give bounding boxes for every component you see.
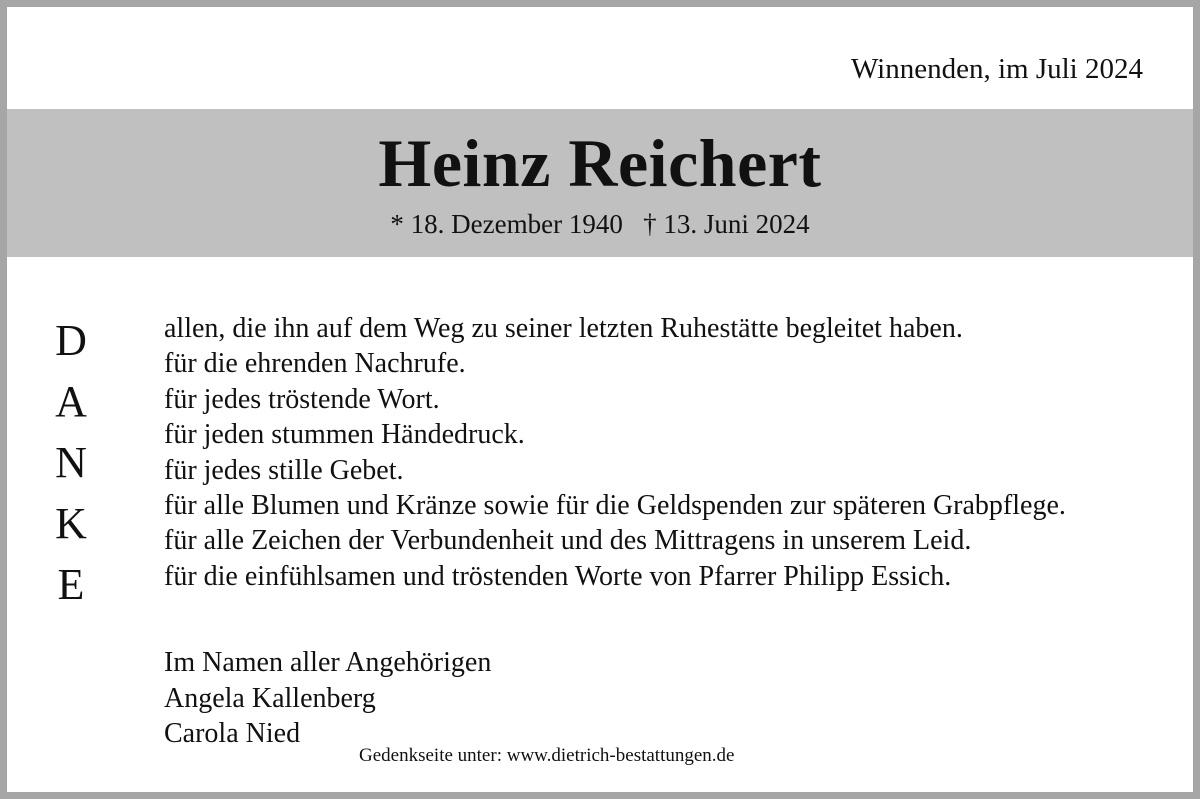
life-dates: * 18. Dezember 1940 † 13. Juni 2024 <box>390 209 810 239</box>
danke-letter: A <box>55 377 87 426</box>
thanks-line: für jeden stummen Händedruck. <box>164 419 525 451</box>
danke-letter: N <box>55 438 87 487</box>
danke-vertical-word <box>47 310 95 615</box>
thanks-line: für die einfühlsamen und tröstenden Worte von Pfarrer Philipp Essich. <box>164 560 952 592</box>
deceased-name: Heinz Reichert <box>378 125 822 201</box>
signature-block <box>164 645 491 752</box>
thanks-list <box>164 311 1066 594</box>
danke-letter: E <box>57 560 85 609</box>
danke-letter: K <box>55 499 87 548</box>
danke-letter: D <box>55 316 87 365</box>
signer-name: Angela Kallenberg <box>164 682 376 714</box>
name-band <box>7 109 1193 257</box>
memorial-page-note: Gedenkseite unter: www.dietrich-bestattungen.de <box>359 745 735 766</box>
thanks-line: allen, die ihn auf dem Weg zu seiner letzten Ruhestätte begleitet haben. <box>164 313 963 344</box>
thanks-line: für alle Zeichen der Verbundenheit und des Mittragens in unserem Leid. <box>164 525 972 557</box>
thanks-line: für jedes tröstende Wort. <box>164 383 440 415</box>
thanks-line: für alle Blumen und Kränze sowie für die Geldspenden zur späteren Grabpflege. <box>164 490 1066 522</box>
place-date: Winnenden, im Juli 2024 <box>850 53 1143 85</box>
thanks-line: für jedes stille Gebet. <box>164 454 404 486</box>
signer-name: Carola Nied <box>164 718 301 749</box>
signature-intro: Im Namen aller Angehörigen <box>164 647 492 678</box>
thanks-line: für die ehrenden Nachrufe. <box>164 348 466 380</box>
